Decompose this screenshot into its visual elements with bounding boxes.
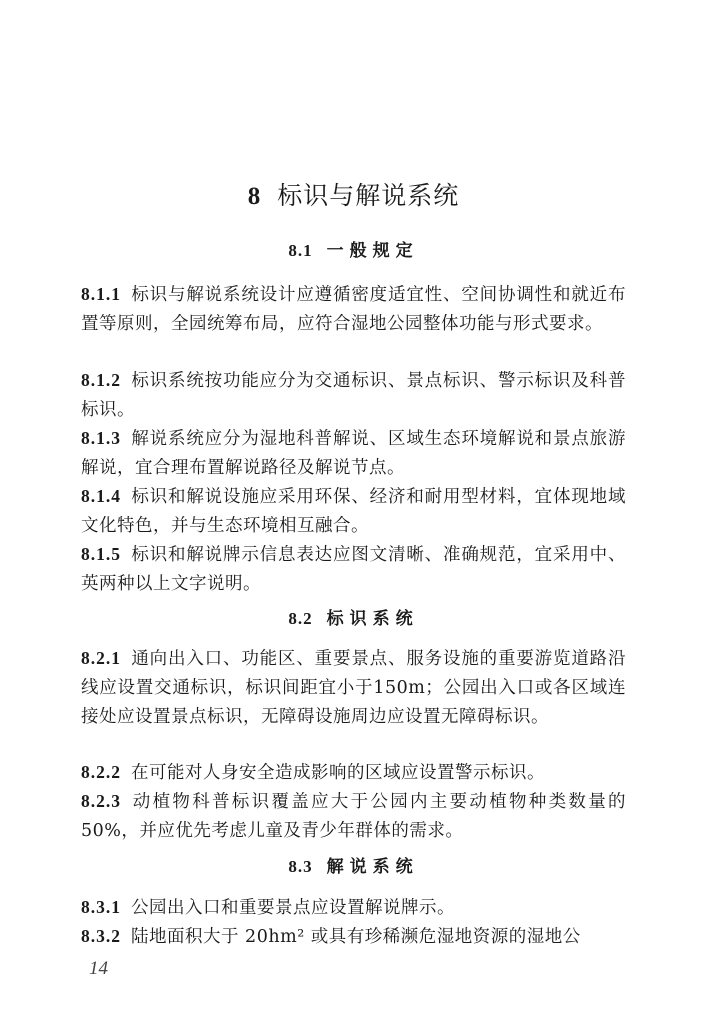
- chapter-title: [0, 176, 707, 212]
- clause-number: 8.3.1: [81, 897, 121, 917]
- section-number: 8.2: [288, 609, 313, 628]
- clause-paragraph: [81, 424, 626, 483]
- clause-paragraph: [81, 787, 626, 846]
- clause-text: 陆地面积大于 20hm² 或具有珍稀濒危湿地资源的湿地公: [131, 927, 581, 947]
- clause-number: 8.1.5: [81, 544, 121, 564]
- clause-number: 8.1.3: [81, 428, 121, 448]
- clause-number: 8.1.1: [81, 284, 121, 304]
- clause-text: 在可能对人身安全造成影响的区域应设置警示标识。: [131, 763, 545, 783]
- clause-paragraph: [81, 758, 626, 788]
- section-title-text: 标识系统: [326, 609, 419, 629]
- clause-text: 动植物科普标识覆盖应大于公园内主要动植物种类数量的50%，并应优先考虑儿童及青少年群体的需求。: [81, 792, 626, 841]
- page-number: 14: [89, 958, 108, 979]
- clause-paragraph: [81, 366, 626, 425]
- clause-text: 标识和解说牌示信息表达应图文清晰、准确规范，宜采用中、英两种以上文字说明。: [81, 545, 626, 594]
- section-number: 8.3: [288, 857, 313, 876]
- clause-number: 8.2.3: [81, 791, 121, 811]
- clause-text: 标识系统按功能应分为交通标识、景点标识、警示标识及科普标识。: [81, 371, 626, 420]
- clause-paragraph: [81, 280, 626, 339]
- section-heading: [0, 604, 707, 629]
- clause-paragraph: [81, 644, 626, 732]
- clause-text: 解说系统应分为湿地科普解说、区域生态环境解说和景点旅游解说，宜合理布置解说路径及解说节点。: [81, 429, 626, 478]
- chapter-number: 8: [247, 183, 262, 210]
- chapter-title-text: 标识与解说系统: [277, 181, 460, 210]
- section-title-text: 解说系统: [326, 857, 419, 877]
- section-heading: [0, 852, 707, 877]
- clause-paragraph: [81, 540, 626, 599]
- clause-text: 标识和解说设施应采用环保、经济和耐用型材料，宜体现地域文化特色，并与生态环境相互融合。: [81, 487, 626, 536]
- clause-number: 8.1.4: [81, 486, 121, 506]
- clause-paragraph: [81, 482, 626, 541]
- clause-text: 标识与解说系统设计应遵循密度适宜性、空间协调性和就近布置等原则，全园统筹布局，应符合湿地公园整体功能与形式要求。: [81, 285, 626, 334]
- clause-text: 通向出入口、功能区、重要景点、服务设施的重要游览道路沿线应设置交通标识，标识间距宜小于150m；公园出入口或各区域连接处应设置景点标识，无障碍设施周边应设置无障碍标识。: [81, 649, 626, 727]
- section-heading: [0, 236, 707, 261]
- section-title-text: 一般规定: [326, 241, 419, 261]
- clause-paragraph: [81, 922, 626, 952]
- clause-text: 公园出入口和重要景点应设置解说牌示。: [131, 898, 455, 918]
- section-number: 8.1: [288, 241, 313, 260]
- clause-paragraph: [81, 893, 626, 923]
- clause-number: 8.3.2: [81, 926, 121, 946]
- clause-number: 8.2.2: [81, 762, 121, 782]
- clause-number: 8.1.2: [81, 370, 121, 390]
- clause-number: 8.2.1: [81, 648, 121, 668]
